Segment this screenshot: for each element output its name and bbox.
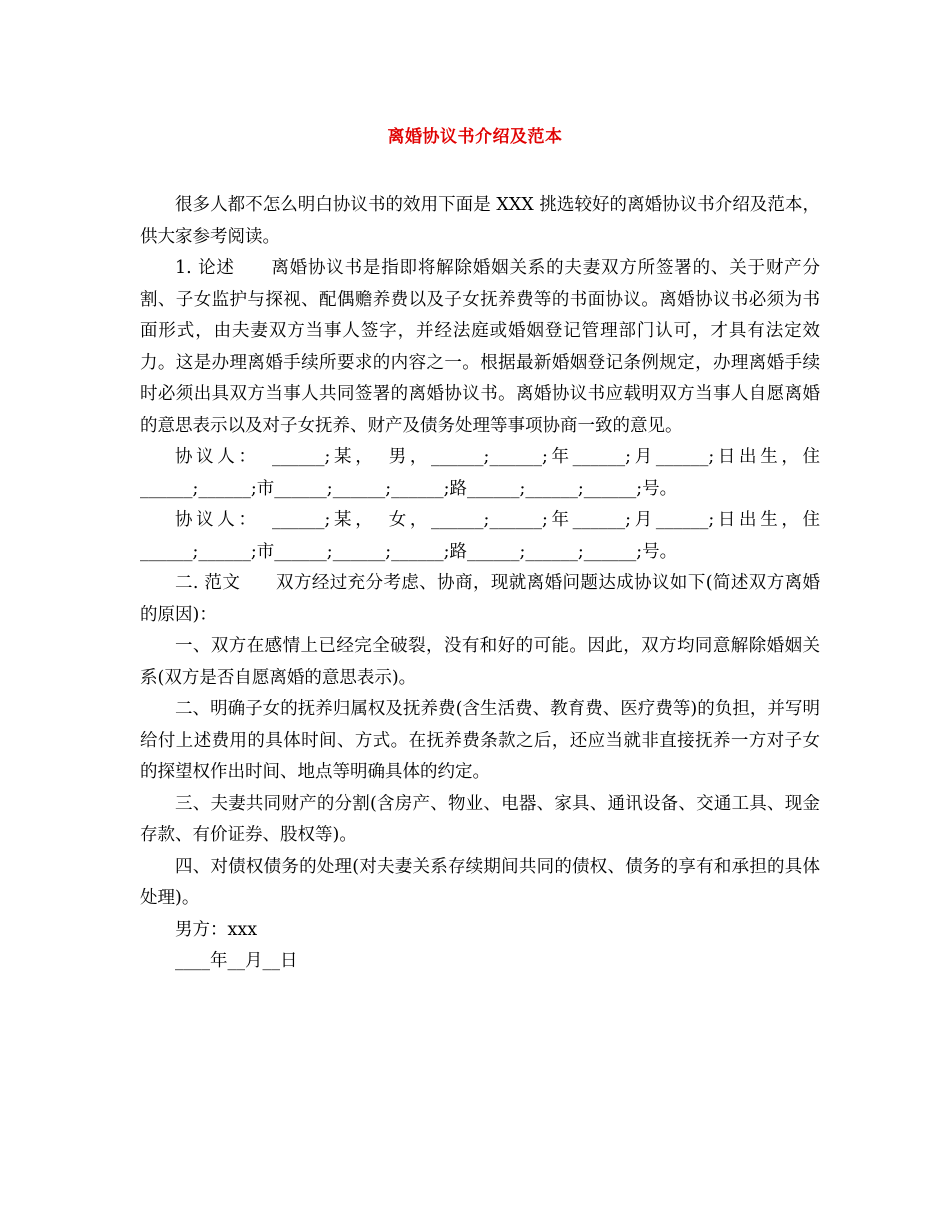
clause-2-paragraph: 二、明确子女的抚养归属权及抚养费(含生活费、教育费、医疗费等)的负担，并写明给付上述费用的具体时间、方式。在抚养费条款之后，还应当就非直接抚养一方对子女的探望权作出时间、地点等明确具体的约定。: [140, 699, 820, 782]
document-title: 离婚协议书介绍及范本: [387, 127, 563, 147]
party-female-line: 协议人： ______;某， 女，______;______;年______;月______;日出生，住______;______;市______;______;______;路______;______;______;号。: [140, 510, 820, 562]
intro-paragraph: 很多人都不怎么明白协议书的效用下面是 XXX 挑选较好的离婚协议书介绍及范本，供大家参考阅读。: [140, 195, 820, 247]
section-2-paragraph: 二. 范文 双方经过充分考虑、协商，现就离婚问题达成协议如下(简述双方离婚的原因)：: [140, 573, 820, 625]
date-line: ____年__月__日: [175, 951, 298, 971]
clause-4-paragraph: 四、对债权债务的处理(对夫妻关系存续期间共同的债权、债务的享有和承担的具体处理)。: [140, 856, 820, 908]
signature-line: 男方：xxx: [175, 919, 258, 940]
party-male-line: 协议人： ______;某， 男，______;______;年______;月______;日出生，住______;______;市______;______;______;路______;______;______;号。: [140, 447, 820, 499]
clause-3-paragraph: 三、夫妻共同财产的分割(含房产、物业、电器、家具、通讯设备、交通工具、现金存款、有价证券、股权等)。: [140, 793, 820, 845]
document-body: [140, 190, 820, 978]
clause-1-paragraph: 一、双方在感情上已经完全破裂，没有和好的可能。因此，双方均同意解除婚姻关系(双方是否自愿离婚的意思表示)。: [140, 636, 820, 688]
section-1-paragraph: 1. 论述 离婚协议书是指即将解除婚姻关系的夫妻双方所签署的、关于财产分割、子女监护与探视、配偶赡养费以及子女抚养费等的书面协议。离婚协议书必须为书面形式，由夫妻双方当事人签字，并经法庭或婚姻登记管理部门认可，才具有法定效力。这是办理离婚手续所要求的内容之一。根据最新婚姻登记条例规定，办理离婚手续时必须出具双方当事人共同签署的离婚协议书。离婚协议书应载明双方当事人自愿离婚的意思表示以及对子女抚养、财产及债务处理等事项协商一致的意见。: [140, 258, 820, 436]
